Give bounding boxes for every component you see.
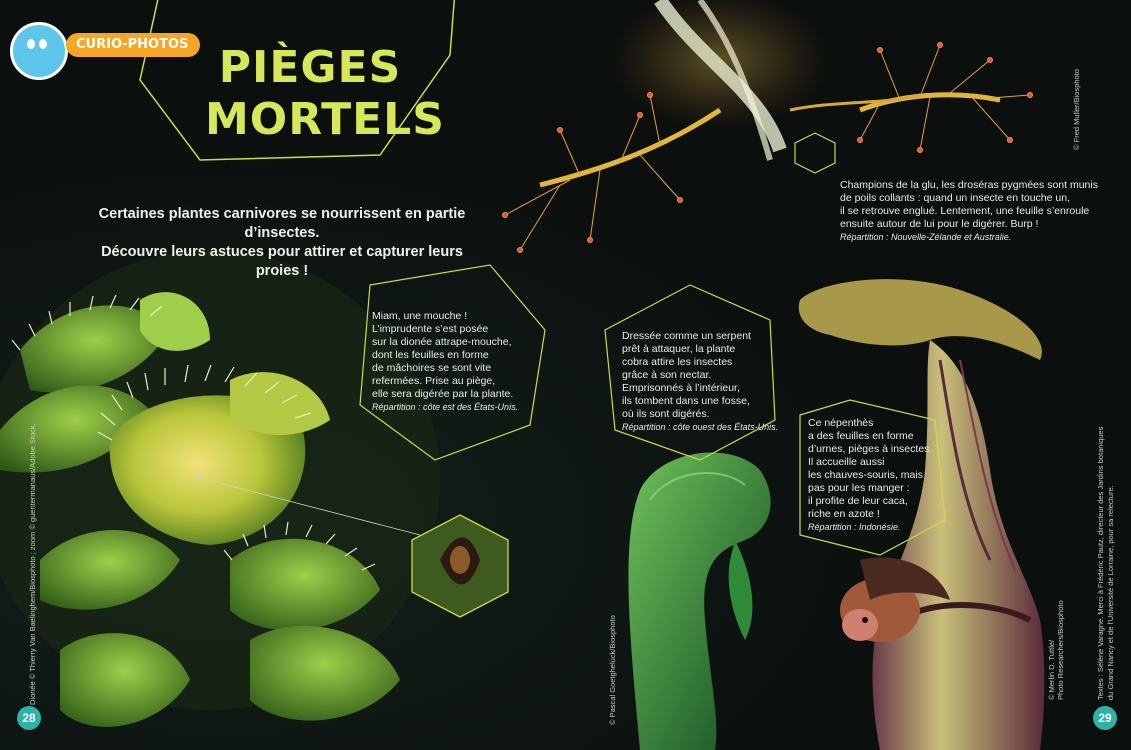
credit-cobra: © Pascal Goetgheluck/Biosphoto [608, 615, 617, 725]
repartition-text: Répartition : côte est des États-Unis. [372, 402, 519, 412]
page-number-left: 28 [17, 706, 41, 730]
title-line-1: PIÈGES [218, 42, 402, 93]
caption-line: Miam, une mouche ! [372, 310, 468, 322]
credit-textes-1: Textes : Sélène Varagne. Merci à Frédéric Pautz, directeur des Jardins botaniques [1096, 426, 1105, 700]
credit-nepenthes-2: Photo Researchers/Biosphoto [1056, 600, 1065, 700]
credit-dionee: Dionée © Thierry Van Baelinghem/Biosphoto ; zoom © guentermanaus/Adobe Stock. [28, 423, 37, 705]
caption-line: riche en azote ! [808, 508, 880, 520]
caption-line: L’imprudente s’est posée [372, 323, 489, 335]
caption-line: sur la dionée attrape-mouche, [372, 336, 512, 348]
cobra-plant-photo [628, 453, 770, 750]
small-hexagon [795, 133, 835, 173]
credit-textes-2: du Grand Nancy et de l’Université de Lorraine, pour sa relecture. [1106, 485, 1115, 700]
caption-line: de poils collants : quand un insecte en touche un, [840, 192, 1070, 204]
repartition-text: Répartition : Indonésie. [808, 522, 901, 532]
caption-line: dont les feuilles en forme [372, 349, 489, 361]
caption-line: il profite de leur caca, [808, 495, 908, 507]
repartition-text: Répartition : côte ouest des États-Unis. [622, 422, 779, 432]
caption-line: a des feuilles en forme [808, 430, 914, 442]
caption-line: ensuite autour de lui pour le digérer. Burp ! [840, 218, 1039, 230]
credit-drosera: © Fred Muller/Biosphoto [1072, 69, 1081, 150]
caption-line: pas pour les manger : [808, 482, 910, 494]
section-badge: CURIO-PHOTOS [66, 33, 200, 57]
caption-line: ils tombent dans une fosse, [622, 395, 750, 407]
caption-line: où ils sont digérés. [622, 408, 710, 420]
intro-line-2: Découvre leurs astuces pour attirer et capturer leurs proies ! [101, 244, 463, 279]
caption-line: Emprisonnés à l’intérieur, [622, 382, 740, 394]
caption-line: Champions de la glu, les droséras pygmées sont munis [840, 179, 1098, 191]
drosera-photo [540, 0, 1000, 185]
repartition-text: Répartition : Nouvelle-Zélande et Australie. [840, 232, 1012, 242]
title-line-2: MORTELS [205, 94, 445, 145]
caption-line: refermées. Prise au piège, [372, 375, 496, 387]
caption-line: grâce à son nectar. [622, 369, 712, 381]
caption-line: il se retrouve englué. Lentement, une feuille s’enroule [840, 205, 1090, 217]
credit-nepenthes-1: © Merlin D. Tuttle/ [1047, 639, 1056, 700]
page-title [205, 42, 445, 146]
caption-line: Dressée comme un serpent [622, 330, 751, 342]
caption-line: de mâchoires se sont vite [372, 362, 492, 374]
caption-line: cobra attire les insectes [622, 356, 733, 368]
intro-line-1: Certaines plantes carnivores se nourrissent en partie d’insectes. [98, 206, 466, 241]
caption-nepenthes [808, 417, 943, 534]
page-number-right: 29 [1093, 706, 1117, 730]
caption-line: Il accueille aussi [808, 456, 885, 468]
caption-drosera [840, 179, 1110, 244]
mascot-logo [10, 22, 68, 80]
caption-dionee [372, 310, 532, 414]
caption-line: prêt à attaquer, la plante [622, 343, 736, 355]
caption-line: elle sera digérée par la plante. [372, 388, 514, 400]
caption-line: les chauves-souris, mais [808, 469, 923, 481]
caption-line: Ce népenthès [808, 417, 874, 429]
caption-cobra [622, 330, 782, 434]
caption-line: d’urnes, pièges à insectes. [808, 443, 933, 455]
intro-text [82, 205, 482, 281]
